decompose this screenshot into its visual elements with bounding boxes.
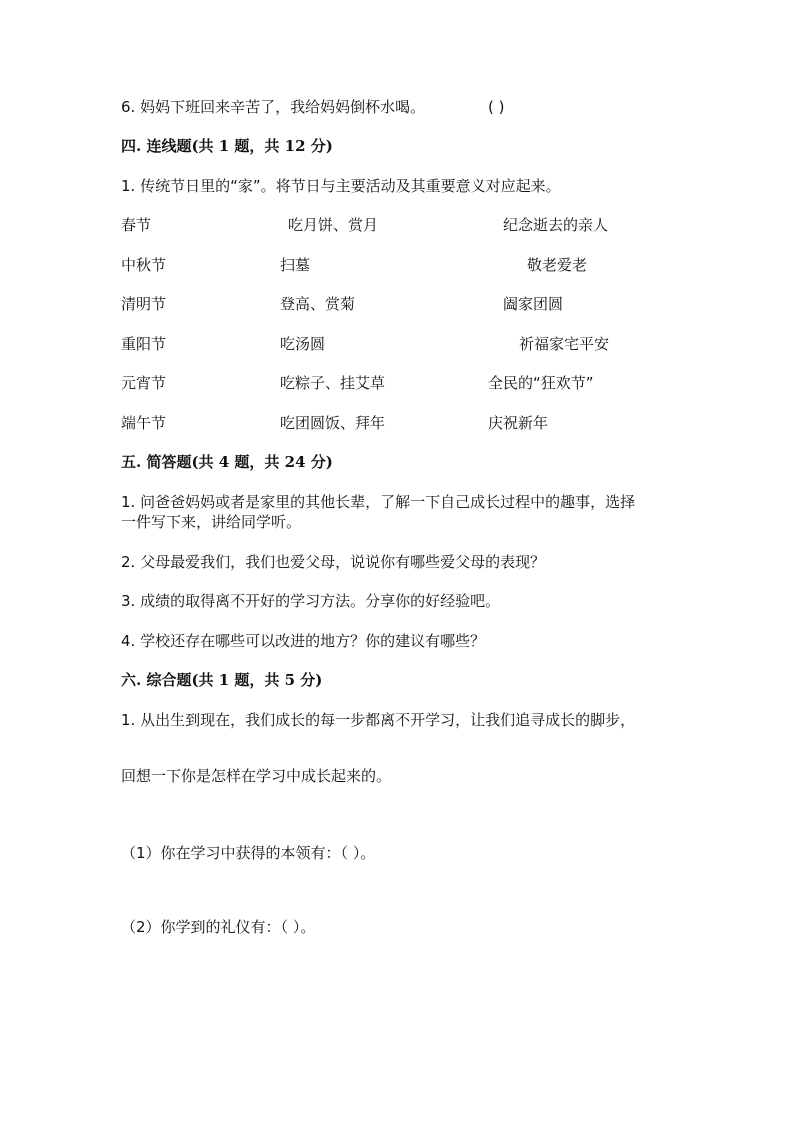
- festival-item[interactable]: 元宵节: [121, 374, 167, 392]
- question-6-text: 6. 妈妈下班回来辛苦了，我给妈妈倒杯水喝。: [121, 98, 426, 116]
- festival-item[interactable]: 清明节: [121, 295, 167, 313]
- section-5-question-3: 3. 成绩的取得离不开好的学习方法。分享你的好经验吧。: [121, 592, 501, 610]
- section-4-question-1: 1. 传统节日里的“家”。将节日与主要活动及其重要意义对应起来。: [121, 177, 561, 195]
- section-5-question-1-line-1: 1. 问爸爸妈妈或者是家里的其他长辈，了解一下自己成长过程中的趣事，选择: [121, 493, 636, 511]
- meaning-item[interactable]: 敬老爱老: [527, 256, 588, 274]
- section-5-question-4: 4. 学校还存在哪些可以改进的地方？你的建议有哪些？: [121, 632, 486, 650]
- activity-item[interactable]: 扫墓: [280, 256, 311, 274]
- answer-blank-text: ( ): [488, 98, 505, 116]
- section-6-title: 六. 综合题(共 1 题，共 5 分): [121, 671, 323, 689]
- section-5-question-2: 2. 父母最爱我们，我们也爱父母，说说你有哪些爱父母的表现？: [121, 553, 546, 571]
- meaning-item[interactable]: 阖家团圆: [503, 295, 564, 313]
- activity-item[interactable]: 吃月饼、赏月: [288, 216, 379, 234]
- activity-item[interactable]: 吃团圆饭、拜年: [280, 414, 386, 432]
- section-5-question-1-line-2: 一件写下来，讲给同学听。: [121, 513, 302, 531]
- activity-item[interactable]: 吃粽子、挂艾草: [280, 374, 386, 392]
- festival-item[interactable]: 中秋节: [121, 256, 167, 274]
- section-6-subquestion-2[interactable]: （2）你学到的礼仪有：（ ）。: [121, 918, 316, 936]
- question-6: [121, 97, 425, 117]
- activity-item[interactable]: 吃汤圆: [280, 335, 326, 353]
- activity-item[interactable]: 登高、赏菊: [280, 295, 356, 313]
- meaning-item[interactable]: 全民的“狂欢节”: [488, 374, 594, 392]
- festival-item[interactable]: 端午节: [121, 414, 167, 432]
- meaning-item[interactable]: 庆祝新年: [488, 414, 549, 432]
- section-6-subquestion-1[interactable]: （1）你在学习中获得的本领有：（ ）。: [121, 844, 376, 862]
- festival-item[interactable]: 重阳节: [121, 335, 167, 353]
- section-6-question-1-line-2: 回想一下你是怎样在学习中成长起来的。: [121, 767, 392, 785]
- answer-blank[interactable]: [488, 97, 504, 117]
- meaning-item[interactable]: 纪念逝去的亲人: [503, 216, 609, 234]
- section-4-title: 四. 连线题(共 1 题，共 12 分): [121, 137, 333, 155]
- section-6-question-1-line-1: 1. 从出生到现在，我们成长的每一步都离不开学习，让我们追寻成长的脚步，: [121, 711, 636, 729]
- festival-item[interactable]: 春节: [121, 216, 152, 234]
- section-5-title: 五. 简答题(共 4 题，共 24 分): [121, 453, 333, 471]
- meaning-item[interactable]: 祈福家宅平安: [519, 335, 610, 353]
